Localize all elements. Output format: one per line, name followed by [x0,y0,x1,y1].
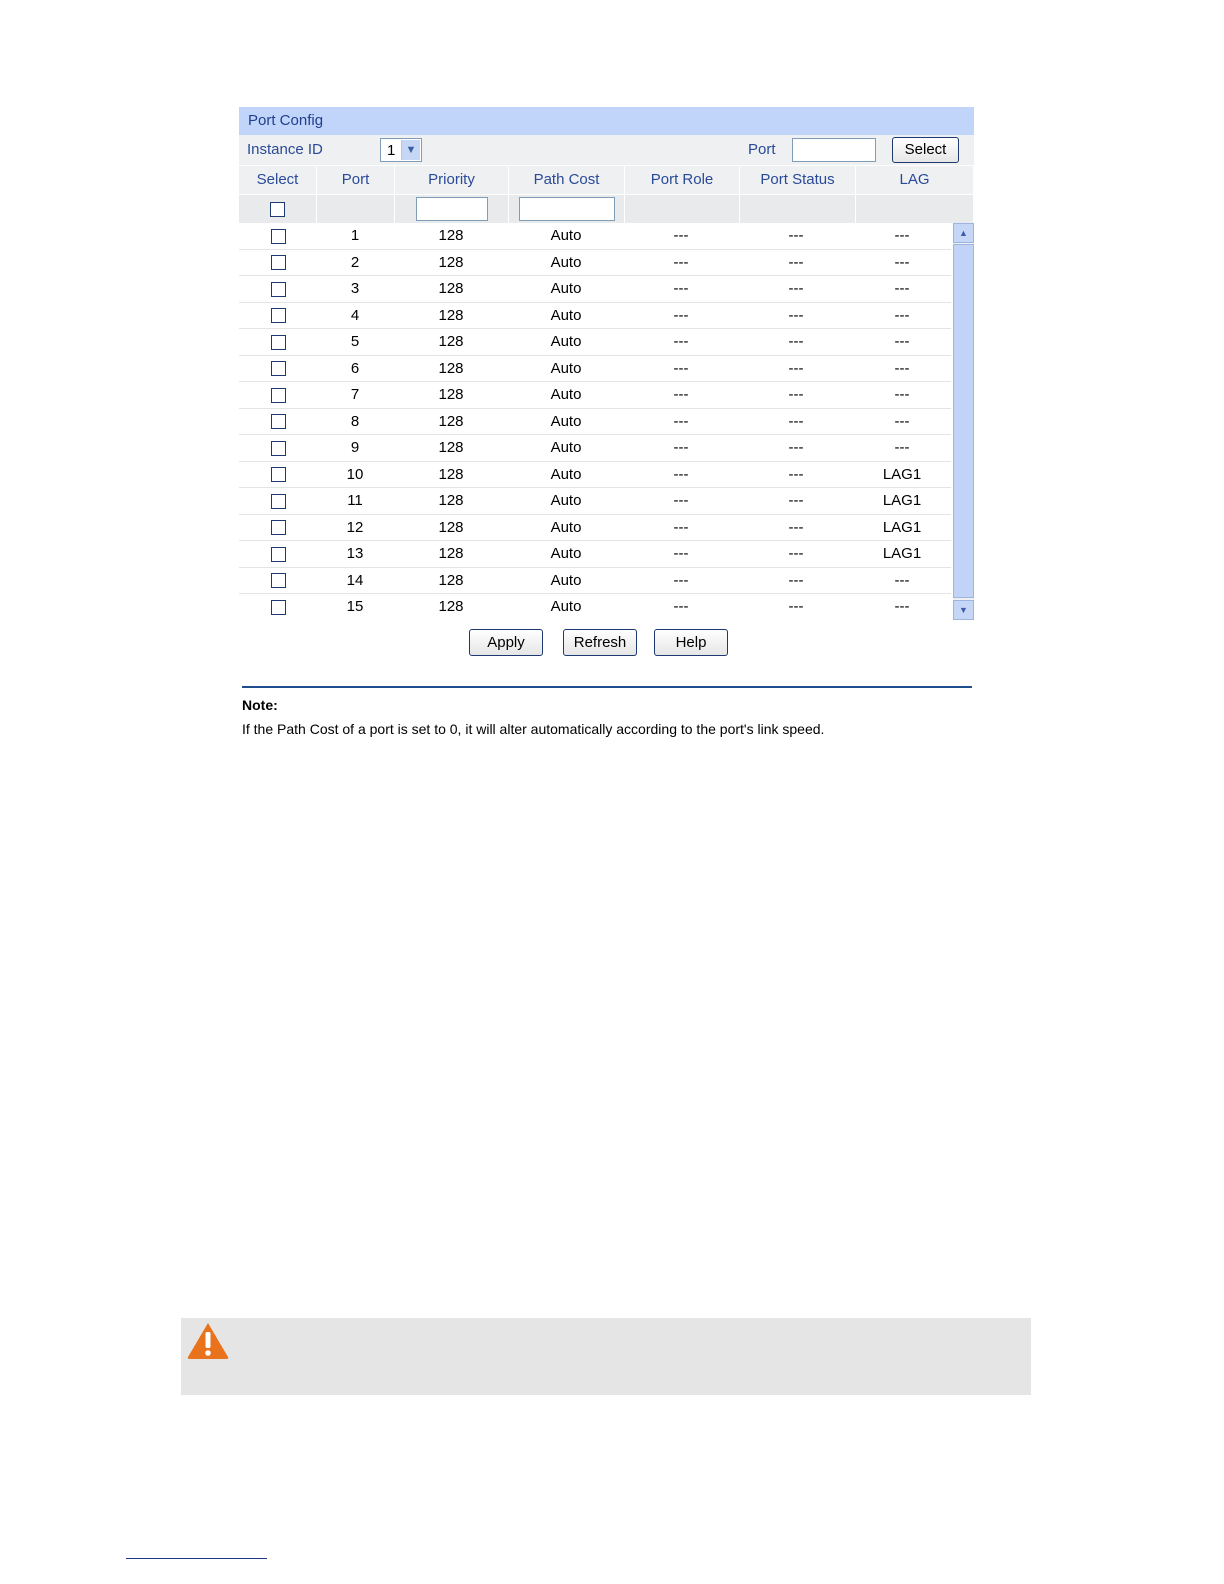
row-checkbox[interactable] [271,388,286,403]
port-role-cell: --- [673,571,689,589]
priority-cell: 128 [438,439,464,457]
row-select-cell [239,280,317,297]
path-cost-cell: Auto [550,359,582,377]
row-checkbox[interactable] [271,441,286,456]
filter-priority-cell [395,195,509,223]
chevron-down-icon[interactable]: ▼ [401,140,420,160]
row-checkbox[interactable] [271,335,286,350]
port-status-cell: --- [788,333,804,351]
port-cell: 4 [350,306,360,324]
priority-cell: 128 [438,333,464,351]
port-role-cell: --- [673,227,689,245]
table-row[interactable] [239,276,951,303]
port-role-cell: --- [673,598,689,616]
note-title: Note: [242,697,278,713]
table-row[interactable] [239,515,951,542]
port-role-cell: --- [673,306,689,324]
port-role-cell: --- [673,465,689,483]
priority-cell: 128 [438,545,464,563]
lag-cell: --- [894,333,910,351]
priority-cell: 128 [438,386,464,404]
row-checkbox[interactable] [271,229,286,244]
path-cost-cell: Auto [550,545,582,563]
path-cost-cell: Auto [550,412,582,430]
col-header-port-status: Port Status [740,166,856,194]
port-role-cell: --- [673,253,689,271]
priority-cell: 128 [438,359,464,377]
apply-button[interactable]: Apply [469,629,543,656]
row-select-cell [239,307,317,324]
port-status-cell: --- [788,412,804,430]
row-select-cell [239,439,317,456]
col-header-priority: Priority [395,166,509,194]
row-select-cell [239,333,317,350]
priority-cell: 128 [438,412,464,430]
port-cell: 15 [346,598,364,616]
port-status-cell: --- [788,227,804,245]
col-header-lag: LAG [856,166,974,194]
row-select-cell [239,545,317,562]
action-buttons [239,620,974,682]
port-status-cell: --- [788,545,804,563]
table-row[interactable] [239,541,951,568]
path-cost-cell: Auto [550,280,582,298]
table-row[interactable] [239,329,951,356]
row-select-cell [239,386,317,403]
port-table [239,223,974,620]
path-cost-cell: Auto [550,465,582,483]
row-checkbox[interactable] [271,467,286,482]
port-cell: 13 [346,545,364,563]
port-status-cell: --- [788,359,804,377]
panel-title: Port Config [239,107,974,135]
filter-path-cost-cell [509,195,625,223]
col-header-port: Port [317,166,395,194]
path-cost-cell: Auto [550,439,582,457]
row-select-cell [239,227,317,244]
port-cell: 2 [350,253,360,271]
row-select-cell [239,254,317,271]
priority-cell: 128 [438,253,464,271]
port-role-cell: --- [673,545,689,563]
row-checkbox[interactable] [271,547,286,562]
priority-cell: 128 [438,492,464,510]
lag-cell: --- [894,227,910,245]
path-cost-cell: Auto [550,227,582,245]
table-row[interactable] [239,594,951,621]
row-checkbox[interactable] [271,282,286,297]
port-cell: 12 [346,518,364,536]
priority-input[interactable] [416,197,488,221]
lag-cell: LAG1 [882,518,922,536]
port-status-cell: --- [788,571,804,589]
filter-row [239,195,974,223]
row-checkbox[interactable] [271,255,286,270]
row-select-cell [239,572,317,589]
port-role-cell: --- [673,359,689,377]
path-cost-cell: Auto [550,518,582,536]
scrollbar-thumb[interactable] [953,244,974,598]
port-status-cell: --- [788,518,804,536]
table-row[interactable] [239,435,951,462]
port-status-cell: --- [788,598,804,616]
footnote-rule [126,1558,267,1559]
port-search-input[interactable] [792,138,876,162]
port-role-cell: --- [673,386,689,404]
lag-cell: --- [894,306,910,324]
table-body [239,223,951,621]
row-select-cell [239,413,317,430]
note-text: If the Path Cost of a port is set to 0, it will alter automatically according to the port's link speed. [242,721,825,737]
port-role-cell: --- [673,280,689,298]
port-status-cell: --- [788,465,804,483]
port-cell: 1 [350,227,360,245]
port-cell: 8 [350,412,360,430]
port-status-cell: --- [788,492,804,510]
table-row[interactable] [239,356,951,383]
filter-port-cell [317,195,395,223]
path-cost-cell: Auto [550,598,582,616]
port-role-cell: --- [673,333,689,351]
priority-cell: 128 [438,518,464,536]
lag-cell: --- [894,598,910,616]
note-divider [242,686,972,688]
filter-lag-cell [856,195,974,223]
priority-cell: 128 [438,598,464,616]
path-cost-cell: Auto [550,333,582,351]
lag-cell: --- [894,386,910,404]
table-row[interactable] [239,568,951,595]
instance-id-value: 1 [387,142,396,159]
port-cell: 3 [350,280,360,298]
lag-cell: LAG1 [882,492,922,510]
instance-row [239,135,974,166]
port-cell: 5 [350,333,360,351]
port-config-panel [239,107,974,682]
lag-cell: --- [894,253,910,271]
warning-box [181,1318,1031,1395]
warning-icon [186,1321,230,1361]
instance-id-label: Instance ID [247,141,323,158]
row-checkbox[interactable] [271,308,286,323]
col-header-port-role: Port Role [625,166,740,194]
row-select-cell [239,598,317,615]
table-row[interactable] [239,303,951,330]
priority-cell: 128 [438,280,464,298]
port-status-cell: --- [788,306,804,324]
port-status-cell: --- [788,280,804,298]
path-cost-cell: Auto [550,571,582,589]
col-header-select: Select [239,166,317,194]
lag-cell: --- [894,280,910,298]
priority-cell: 128 [438,465,464,483]
row-checkbox[interactable] [271,600,286,615]
port-cell: 11 [347,492,363,510]
port-cell: 6 [350,359,360,377]
path-cost-cell: Auto [550,306,582,324]
path-cost-input[interactable] [519,197,615,221]
lag-cell: LAG1 [882,465,922,483]
table-header [239,166,974,195]
lag-cell: --- [894,571,910,589]
filter-role-cell [625,195,740,223]
instance-id-select[interactable] [380,138,422,162]
port-label: Port [748,141,776,158]
lag-cell: LAG1 [882,545,922,563]
port-role-cell: --- [673,412,689,430]
select-all-checkbox[interactable] [270,202,285,217]
port-role-cell: --- [673,492,689,510]
row-checkbox[interactable] [271,414,286,429]
col-header-path-cost: Path Cost [509,166,625,194]
port-cell: 9 [350,439,360,457]
port-role-cell: --- [673,439,689,457]
row-select-cell [239,519,317,536]
select-button[interactable]: Select [892,137,959,163]
row-checkbox[interactable] [271,494,286,509]
port-status-cell: --- [788,386,804,404]
port-status-cell: --- [788,439,804,457]
table-row[interactable] [239,223,951,250]
lag-cell: --- [894,412,910,430]
row-checkbox[interactable] [271,361,286,376]
row-select-cell [239,360,317,377]
table-row[interactable] [239,250,951,277]
row-select-cell [239,466,317,483]
filter-status-cell [740,195,856,223]
path-cost-cell: Auto [550,253,582,271]
path-cost-cell: Auto [550,386,582,404]
port-status-cell: --- [788,253,804,271]
table-row[interactable] [239,409,951,436]
row-select-cell [239,492,317,509]
priority-cell: 128 [438,571,464,589]
lag-cell: --- [894,439,910,457]
table-row[interactable] [239,488,951,515]
port-cell: 7 [350,386,360,404]
table-row[interactable] [239,462,951,489]
arrow-up-icon[interactable]: ▲ [953,223,974,243]
port-cell: 10 [346,465,364,483]
path-cost-cell: Auto [550,492,582,510]
refresh-button[interactable]: Refresh [563,629,637,656]
help-button[interactable]: Help [654,629,728,656]
table-scrollbar[interactable] [953,223,974,620]
arrow-down-icon[interactable]: ▼ [953,600,974,620]
select-all-cell [239,195,317,223]
priority-cell: 128 [438,306,464,324]
table-row[interactable] [239,382,951,409]
lag-cell: --- [894,359,910,377]
port-cell: 14 [346,571,364,589]
priority-cell: 128 [438,227,464,245]
row-checkbox[interactable] [271,573,286,588]
row-checkbox[interactable] [271,520,286,535]
port-role-cell: --- [673,518,689,536]
